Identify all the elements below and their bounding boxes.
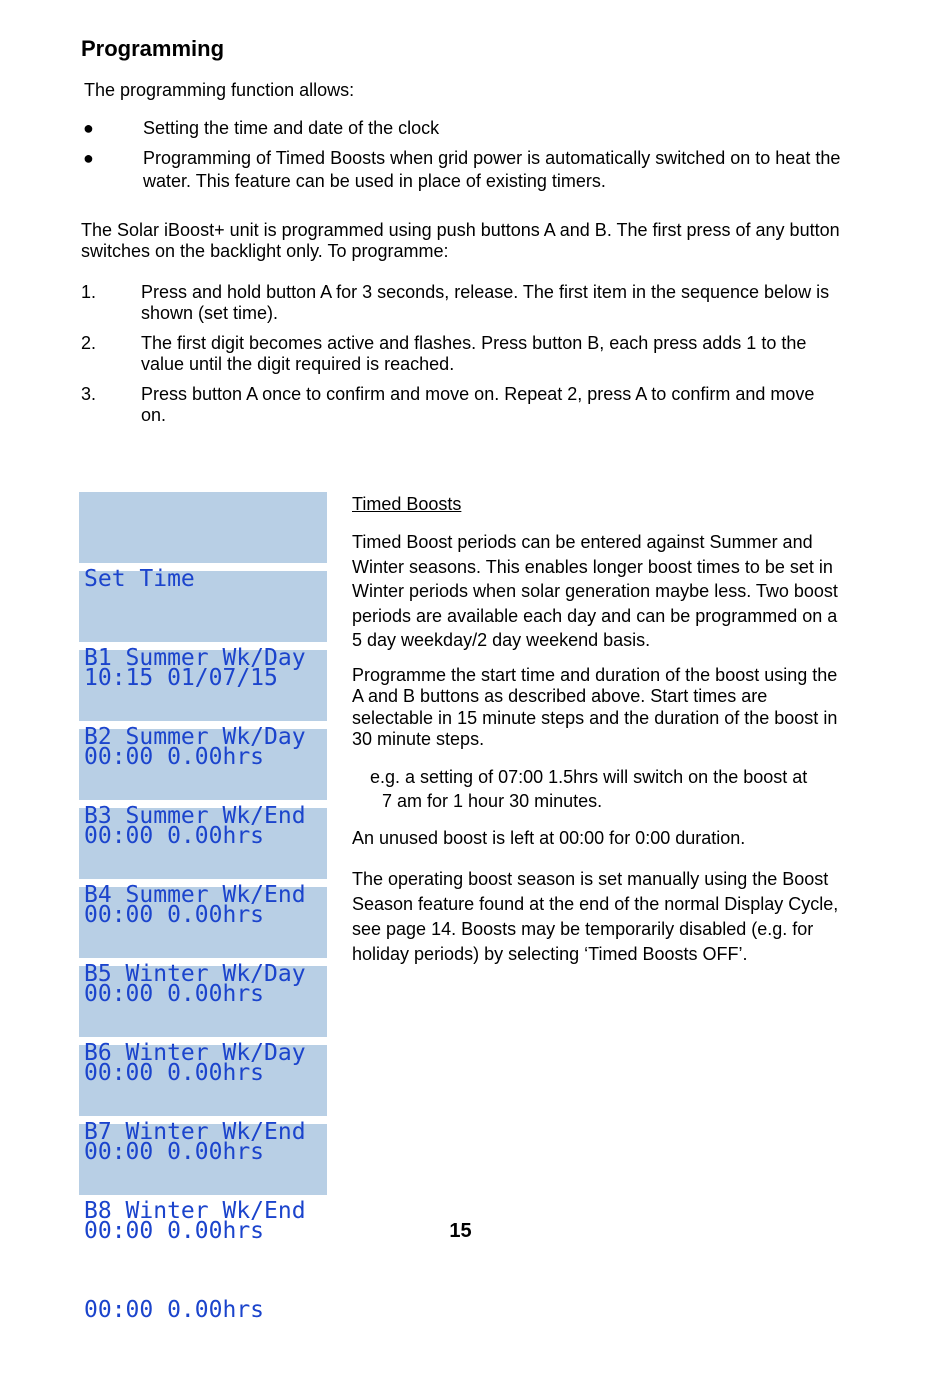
lcd-screen-column <box>79 492 327 1323</box>
page-title: Programming <box>81 36 225 61</box>
timed-boosts-paragraph-2: Programme the start time and duration of the boost using the A and B buttons as described above. Start times are selectable in 15 minute steps and the duration of the boost in 30 minute steps. <box>352 664 838 750</box>
intro-text: The programming function allows: <box>84 80 355 100</box>
step-text: The first digit becomes active and flashes. Press button B, each press adds 1 to the value until the digit required is reached. <box>141 333 807 374</box>
example-line-2: 7 am for 1 hour 30 minutes. <box>382 790 603 811</box>
lcd-line-1: B1 Summer Wk/Day <box>84 645 306 671</box>
lcd-line-2: 00:00 0.00hrs <box>84 902 265 928</box>
lcd-line-2: 00:00 0.00hrs <box>84 1139 265 1165</box>
lcd-line-1: B2 Summer Wk/Day <box>84 724 306 750</box>
step-text: Press and hold button A for 3 seconds, release. The first item in the sequence below is shown (set time). <box>141 282 830 323</box>
lcd-line-1: B4 Summer Wk/End <box>84 882 306 908</box>
section-heading: Timed Boosts <box>352 494 462 514</box>
step-item <box>81 384 841 426</box>
lcd-line-2: 00:00 0.00hrs <box>84 823 265 849</box>
lcd-line-2: 00:00 0.00hrs <box>84 1060 265 1086</box>
step-item <box>81 333 841 375</box>
lcd-line-2: 10:15 01/07/15 <box>84 665 278 691</box>
lcd-line-2: 00:00 0.00hrs <box>84 1218 265 1244</box>
lcd-line-1: Set Time <box>84 566 195 592</box>
lcd-line-2: 00:00 0.00hrs <box>84 981 265 1007</box>
step-text: Press button A once to confirm and move on. Repeat 2, press A to confirm and move on. <box>141 384 815 425</box>
lcd-line-2: 00:00 0.00hrs <box>84 1297 265 1323</box>
timed-boosts-paragraph-3: An unused boost is left at 00:00 for 0:00 duration. <box>352 827 746 848</box>
bullet-text: Programming of Timed Boosts when grid power is automatically switched on to heat the water. This feature can be used in place of existing timers. <box>143 148 841 191</box>
bullet-icon: ● <box>83 118 94 138</box>
timed-boosts-paragraph-4: The operating boost season is set manually using the Boost Season feature found at the end of the normal Display Cycle, see page 14. Boosts may be temporarily disabled (e.g. for holiday periods) by selecting ‘Timed Boosts OFF’. <box>352 868 839 964</box>
steps-list <box>81 282 841 435</box>
bullet-icon: ● <box>83 148 94 168</box>
bullet-text: Setting the time and date of the clock <box>143 118 440 138</box>
step-number: 3. <box>81 384 97 404</box>
lcd-line-1: B3 Summer Wk/End <box>84 803 306 829</box>
lcd-line-1: B6 Winter Wk/Day <box>84 1040 306 1066</box>
list-item <box>81 147 841 193</box>
unit-paragraph: The Solar iBoost+ unit is programmed using push buttons A and B. The first press of any button switches on the backlight only. To programme: <box>81 220 840 261</box>
lcd-line-1: B7 Winter Wk/End <box>84 1119 306 1145</box>
page-number: 15 <box>449 1220 472 1242</box>
lcd-line-1: B5 Winter Wk/Day <box>84 961 306 987</box>
list-item <box>81 117 841 140</box>
example-line-1: e.g. a setting of 07:00 1.5hrs will switch on the boost at <box>370 766 808 787</box>
lcd-line-2: 00:00 0.00hrs <box>84 744 265 770</box>
step-item <box>81 282 841 324</box>
lcd-line-1: B8 Winter Wk/End <box>84 1198 306 1224</box>
timed-boosts-section <box>352 492 842 967</box>
timed-boosts-paragraph-1: Timed Boost periods can be entered against Summer and Winter seasons. This enables longer boost times to be set in Winter periods when solar generation maybe less. Two boost periods are available each day and can be programmed on a 5 day weekday/2 day weekend basis. <box>352 532 838 651</box>
example-text <box>352 765 842 813</box>
step-number: 1. <box>81 282 97 302</box>
bullet-list <box>81 117 841 200</box>
step-number: 2. <box>81 333 97 353</box>
